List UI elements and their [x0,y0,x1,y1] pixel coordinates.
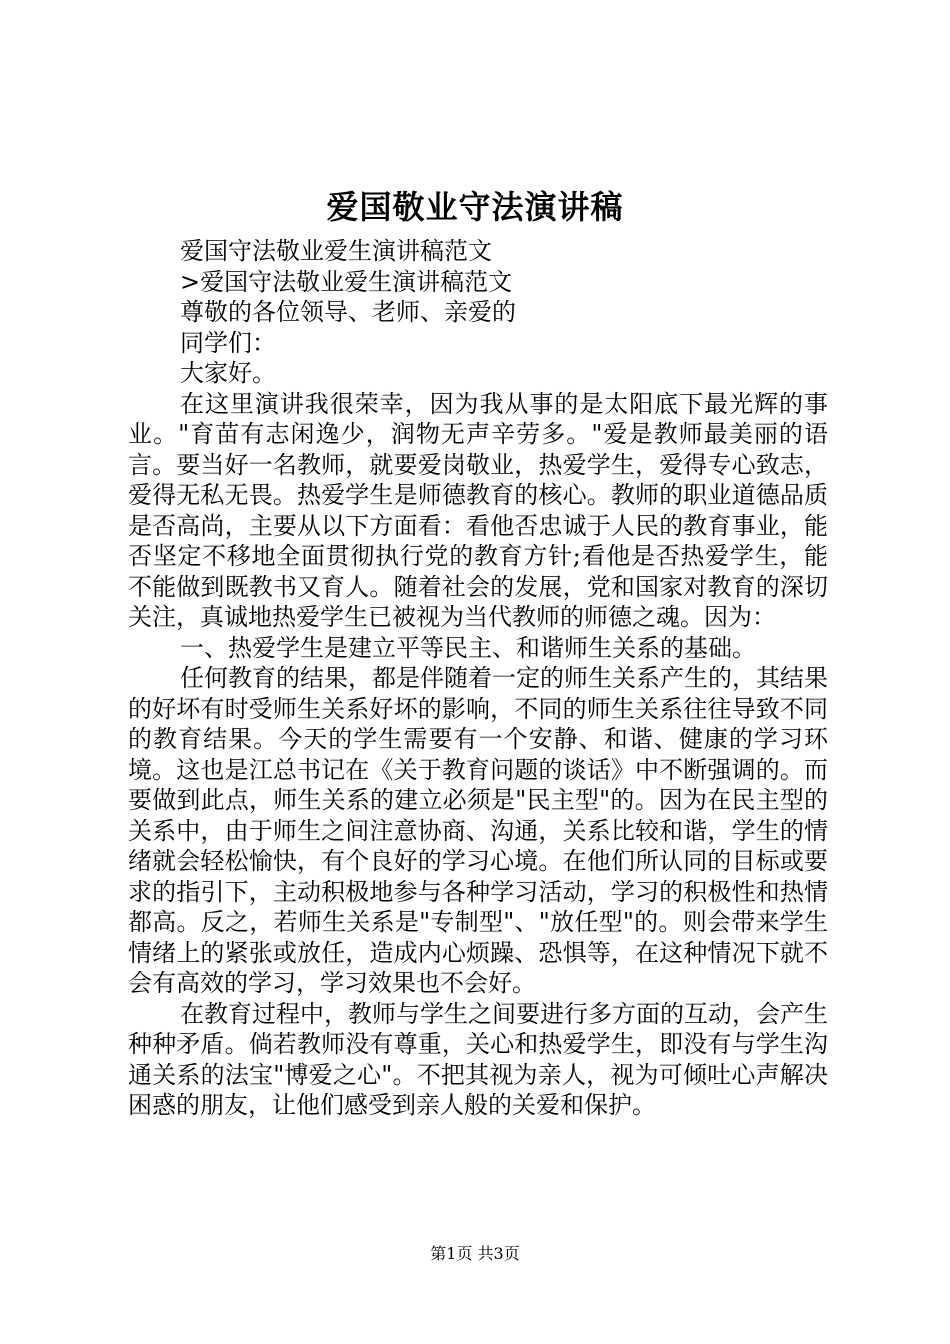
page-footer: 第1页 共3页 [430,1244,520,1263]
paragraph: 爱国守法敬业爱生演讲稿范文 [180,237,492,265]
document-body [128,236,828,1121]
paragraph: 尊敬的各位领导、老师、亲爱的 [180,298,516,326]
paragraph: 任何教育的结果，都是伴随着一定的师生关系产生的，其结果的好坏有时受师生关系好坏的影响，不同的师生关系往往导致不同的教育结果。今天的学生需要有一个安静、和谐、健康的学习环境。这也是江总书记在《关于教育问题的谈话》中不断强调的。而要做到此点，师生关系的建立必须是"民主型"的。因为在民主型的关系中，由于师生之间注意协商、沟通，关系比较和谐，学生的情绪就会轻松愉快，有个良好的学习心境。在他们所认同的目标或要求的指引下，主动积极地参与各种学习活动，学习的积极性和热情都高。反之，若师生关系是"专制型"、"放任型"的。则会带来学生情绪上的紧张或放任，造成内心烦躁、恐惧等，在这种情况下就不会有高效的学习，学习效果也不会好。 [128,664,828,997]
document-title: 爱国敬业守法演讲稿 [326,188,624,226]
paragraph: 一、热爱学生是建立平等民主、和谐师生关系的基础。 [180,633,756,662]
paragraph: 大家好。 [180,359,276,387]
paragraph: >爱国守法敬业爱生演讲稿范文 [180,267,513,296]
paragraph: 同学们： [180,328,276,357]
paragraph: 在教育过程中，教师与学生之间要进行多方面的互动，会产生种种矛盾。倘若教师没有尊重，关心和热爱学生，即没有与学生沟通关系的法宝"博爱之心"。不把其视为亲人，视为可倾吐心声解决困惑的朋友，让他们感受到亲人般的关爱和保护。 [128,999,828,1119]
paragraph: 在这里演讲我很荣幸，因为我从事的是太阳底下最光辉的事业。"育苗有志闲逸少，润物无声辛劳多。"爱是教师最美丽的语言。要当好一名教师，就要爱岗敬业，热爱学生，爱得专心致志，爱得无私无畏。热爱学生是师德教育的核心。教师的职业道德品质是否高尚，主要从以下方面看：看他否忠诚于人民的教育事业，能否坚定不移地全面贯彻执行党的教育方针;看他是否热爱学生，能不能做到既教书又育人。随着社会的发展，党和国家对教育的深切关注，真诚地热爱学生已被视为当代教师的师德之魂。因为： [128,389,828,631]
